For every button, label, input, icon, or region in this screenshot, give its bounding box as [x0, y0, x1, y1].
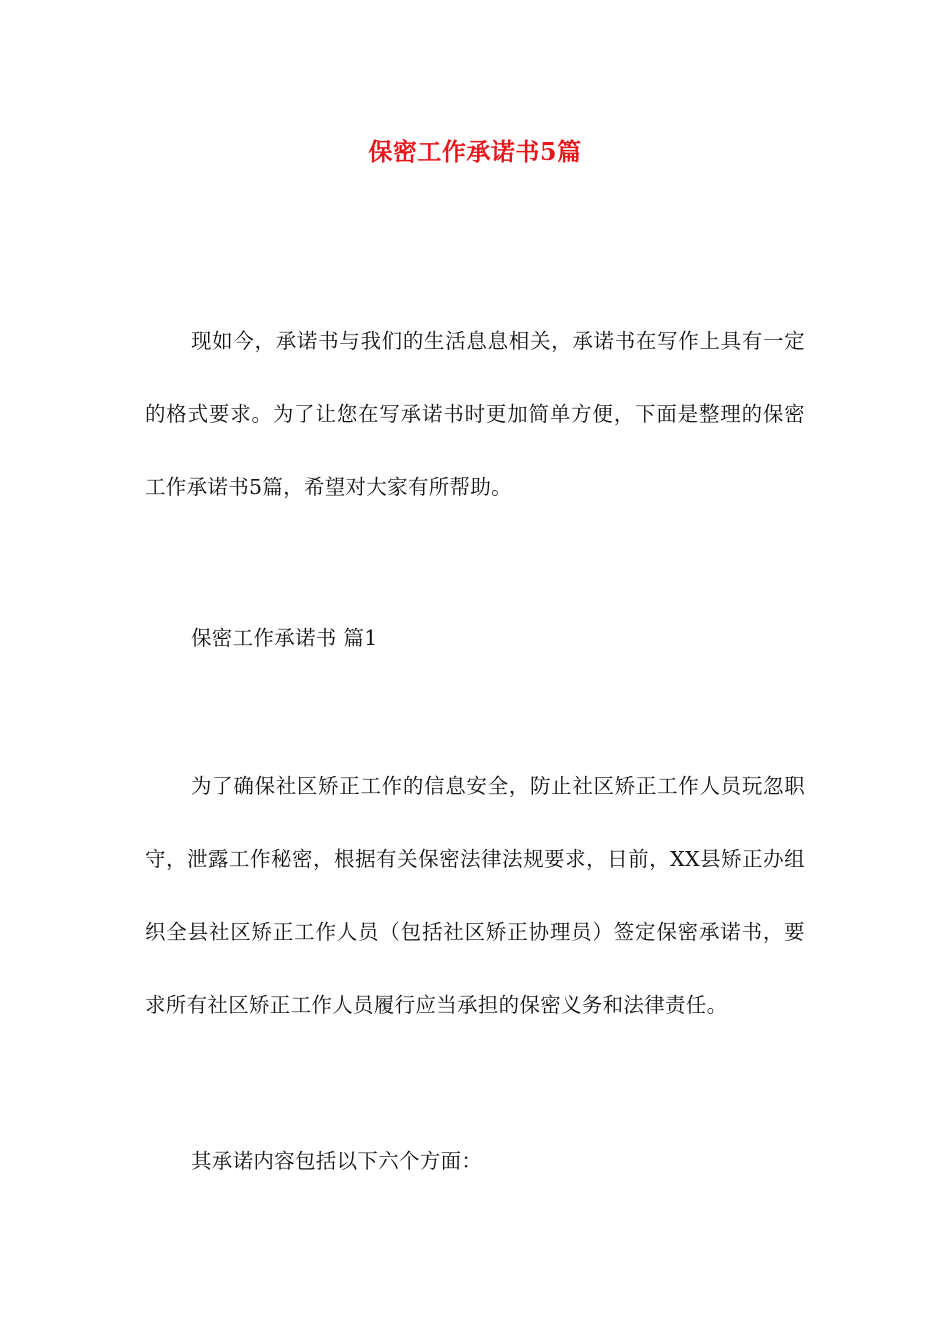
- intro-paragraph: 现如今，承诺书与我们的生活息息相关，承诺书在写作上具有一定的格式要求。为了让您在写承诺书时更加简单方便，下面是整理的保密工作承诺书5篇，希望对大家有所帮助。: [145, 329, 805, 499]
- document-title: 保密工作承诺书5篇: [368, 137, 582, 166]
- list-intro-paragraph: 其承诺内容包括以下六个方面：: [191, 1149, 483, 1173]
- section-heading: 保密工作承诺书 篇1: [191, 626, 378, 650]
- body-paragraph: 为了确保社区矫正工作的信息安全，防止社区矫正工作人员玩忽职守，泄露工作秘密，根据有关保密法律法规要求，日前，XX县矫正办组织全县社区矫正工作人员（包括社区矫正协理员）签定保密承诺书，要求所有社区矫正工作人员履行应当承担的保密义务和法律责任。: [145, 774, 805, 1017]
